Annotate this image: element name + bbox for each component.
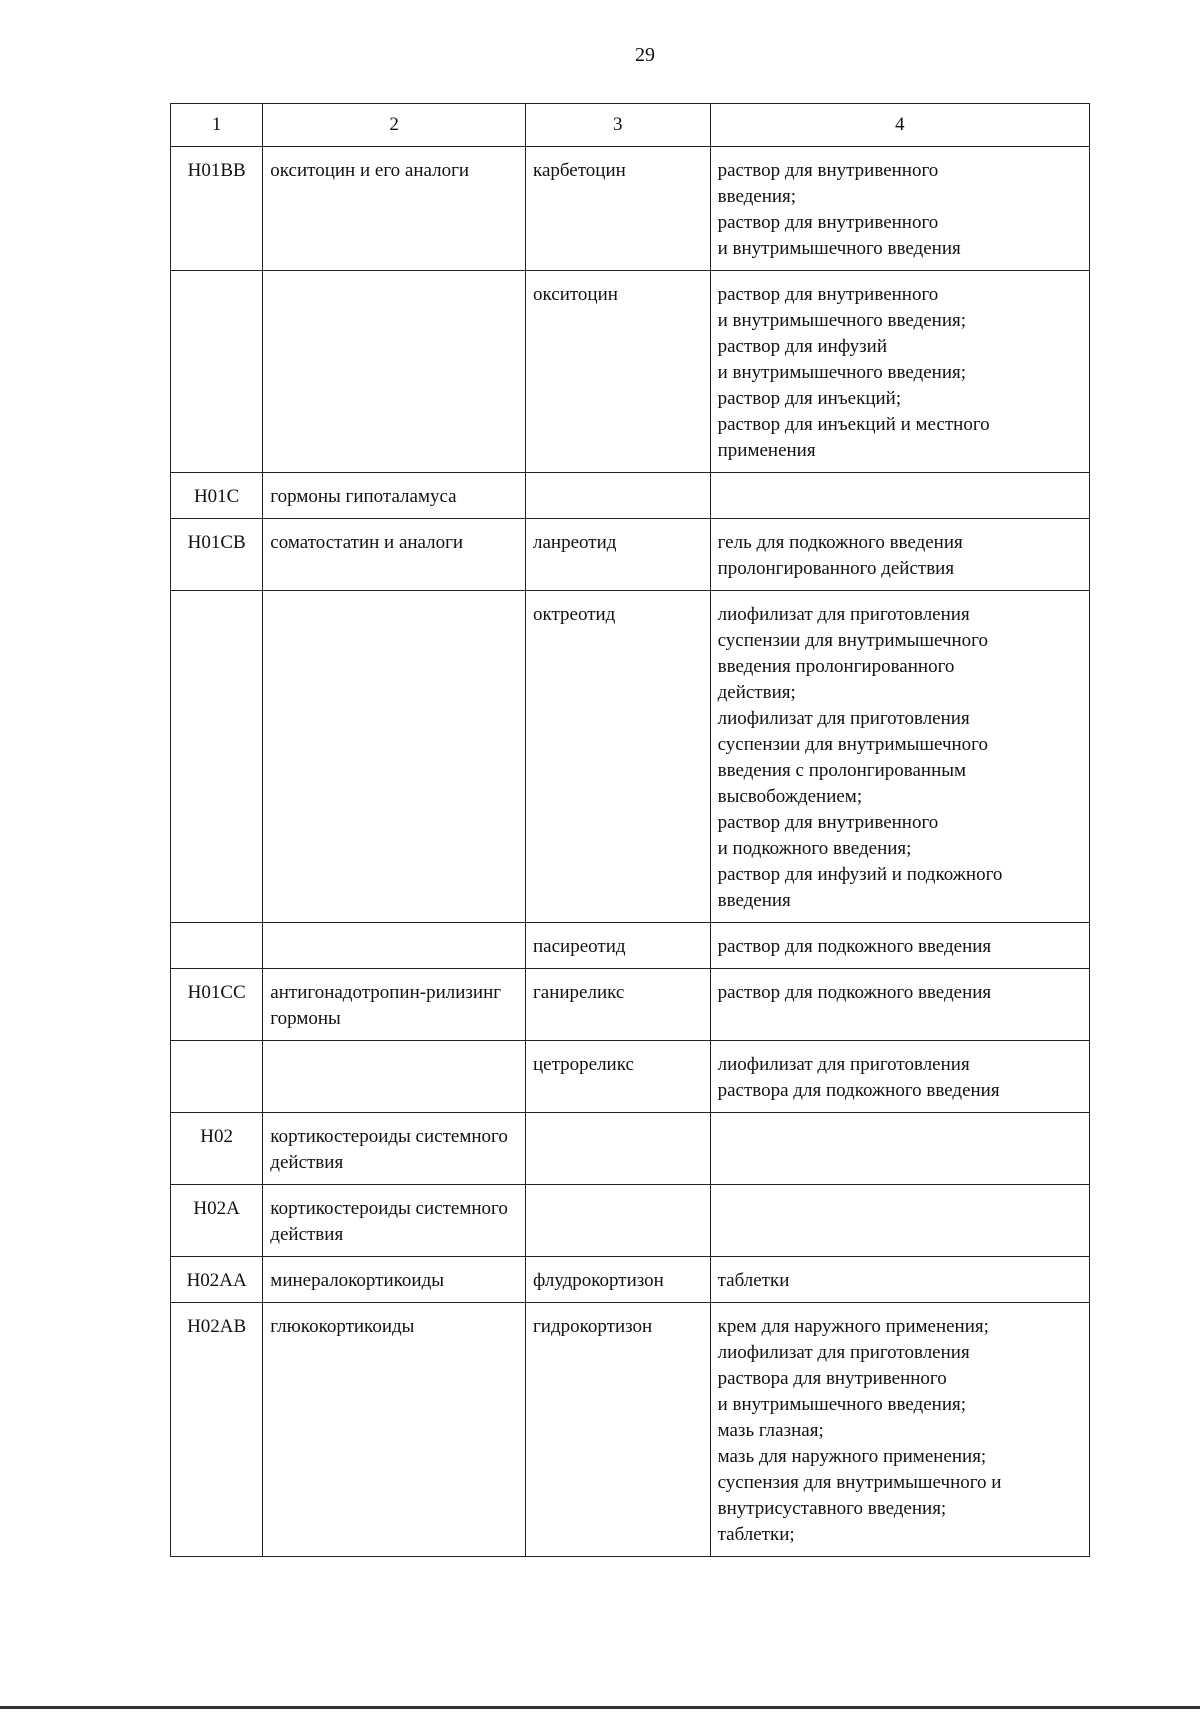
table-row — [171, 969, 1090, 1041]
table-row — [171, 147, 1090, 271]
table-row — [171, 1257, 1090, 1303]
group-name-cell: минералокортикоиды — [263, 1257, 526, 1303]
dosage-form-line: и внутримышечного введения — [717, 238, 961, 259]
atc-code-cell: H01C — [171, 473, 263, 519]
group-name-cell: соматостатин и аналоги — [263, 519, 526, 591]
atc-code-cell: H02AA — [171, 1257, 263, 1303]
dosage-form-line: раствор для внутривенного — [717, 160, 939, 181]
dosage-form-line: и подкожного введения; — [717, 838, 912, 859]
dosage-form-line: введения; — [717, 186, 797, 207]
atc-code-cell: H01BB — [171, 147, 263, 271]
group-name-cell: гормоны гипоталамуса — [263, 473, 526, 519]
atc-code-cell: H02 — [171, 1113, 263, 1185]
group-name-cell — [263, 591, 526, 923]
table-row — [171, 591, 1090, 923]
atc-code-cell: H02A — [171, 1185, 263, 1257]
column-header-2: 2 — [263, 104, 526, 147]
atc-code-cell — [171, 923, 263, 969]
drug-name-cell: ганиреликс — [526, 969, 711, 1041]
group-name-cell — [263, 1041, 526, 1113]
dosage-form-line: раствор для инъекций и местного — [717, 414, 990, 435]
dosage-form-line: и внутримышечного введения; — [717, 1394, 967, 1415]
group-name-cell: кортикостероиды системного действия — [263, 1113, 526, 1185]
dosage-form-line: лиофилизат для приготовления — [717, 604, 970, 625]
dosage-form-line: введения — [717, 890, 791, 911]
page-bottom-edge — [0, 1706, 1200, 1709]
dosage-forms-cell — [710, 147, 1089, 271]
group-name-cell — [263, 271, 526, 473]
dosage-forms-cell — [710, 1113, 1089, 1185]
drug-name-cell — [526, 1185, 711, 1257]
dosage-form-line: раствор для инъекций; — [717, 388, 902, 409]
dosage-form-line: суспензия для внутримышечного и — [717, 1472, 1002, 1493]
table-row — [171, 923, 1090, 969]
dosage-form-line: введения пролонгированного — [717, 656, 955, 677]
table-row — [171, 519, 1090, 591]
drug-name-cell — [526, 473, 711, 519]
column-header-1: 1 — [171, 104, 263, 147]
dosage-form-line: раствор для внутривенного — [717, 284, 939, 305]
dosage-forms-cell — [710, 1257, 1089, 1303]
table-body — [171, 147, 1090, 1557]
dosage-form-line: таблетки — [717, 1270, 790, 1291]
dosage-form-line: мазь для наружного применения; — [717, 1446, 987, 1467]
dosage-forms-cell — [710, 591, 1089, 923]
group-name-cell: кортикостероиды системного действия — [263, 1185, 526, 1257]
table-row — [171, 1113, 1090, 1185]
atc-code-cell: H01CB — [171, 519, 263, 591]
table-row — [171, 473, 1090, 519]
dosage-form-line: суспензии для внутримышечного — [717, 734, 988, 755]
dosage-form-line: пролонгированного действия — [717, 558, 955, 579]
dosage-form-line: высвобождением; — [717, 786, 863, 807]
dosage-form-line: суспензии для внутримышечного — [717, 630, 988, 651]
dosage-forms-cell — [710, 1185, 1089, 1257]
dosage-forms-cell — [710, 271, 1089, 473]
drug-name-cell: гидрокортизон — [526, 1303, 711, 1557]
dosage-form-line: раствор для внутривенного — [717, 212, 939, 233]
atc-code-cell — [171, 1041, 263, 1113]
dosage-form-line: внутрисуставного введения; — [717, 1498, 947, 1519]
dosage-form-line: раствор для подкожного введения — [717, 982, 992, 1003]
dosage-forms-cell — [710, 1041, 1089, 1113]
drug-name-cell — [526, 1113, 711, 1185]
column-header-3: 3 — [526, 104, 711, 147]
dosage-form-line: раствор для инфузий — [717, 336, 888, 357]
dosage-forms-cell — [710, 923, 1089, 969]
drug-name-cell: пасиреотид — [526, 923, 711, 969]
table-row — [171, 1185, 1090, 1257]
dosage-form-line: раствор для инфузий и подкожного — [717, 864, 1003, 885]
atc-code-cell: H02AB — [171, 1303, 263, 1557]
drug-name-cell: флудрокортизон — [526, 1257, 711, 1303]
drug-name-cell: окситоцин — [526, 271, 711, 473]
dosage-form-line: раствор для внутривенного — [717, 812, 939, 833]
table-row — [171, 1303, 1090, 1557]
page-number: 29 — [635, 44, 655, 66]
drug-name-cell: октреотид — [526, 591, 711, 923]
table-row — [171, 1041, 1090, 1113]
dosage-form-line: и внутримышечного введения; — [717, 310, 967, 331]
dosage-form-line: лиофилизат для приготовления — [717, 1054, 970, 1075]
dosage-forms-cell — [710, 1303, 1089, 1557]
group-name-cell: глюкокортикоиды — [263, 1303, 526, 1557]
drug-name-cell: карбетоцин — [526, 147, 711, 271]
dosage-form-line: введения с пролонгированным — [717, 760, 967, 781]
table-header-row — [171, 104, 1090, 147]
dosage-form-line: таблетки; — [717, 1524, 795, 1545]
dosage-form-line: гель для подкожного введения — [717, 532, 963, 553]
dosage-form-line: мазь глазная; — [717, 1420, 824, 1441]
dosage-form-line: лиофилизат для приготовления — [717, 1342, 970, 1363]
dosage-form-line: лиофилизат для приготовления — [717, 708, 970, 729]
dosage-form-line: и внутримышечного введения; — [717, 362, 967, 383]
column-header-4: 4 — [710, 104, 1089, 147]
dosage-forms-cell — [710, 969, 1089, 1041]
dosage-form-line: раствор для подкожного введения — [717, 936, 992, 957]
atc-code-cell: H01CC — [171, 969, 263, 1041]
dosage-form-line: действия; — [717, 682, 796, 703]
group-name-cell — [263, 923, 526, 969]
table-row — [171, 271, 1090, 473]
dosage-form-line: раствора для подкожного введения — [717, 1080, 1000, 1101]
drug-name-cell: ланреотид — [526, 519, 711, 591]
group-name-cell: антигонадотропин-рилизинг гормоны — [263, 969, 526, 1041]
drug-table — [170, 103, 1090, 1557]
atc-code-cell — [171, 271, 263, 473]
atc-code-cell — [171, 591, 263, 923]
drug-name-cell: цетрореликс — [526, 1041, 711, 1113]
group-name-cell: окситоцин и его аналоги — [263, 147, 526, 271]
dosage-form-line: применения — [717, 440, 816, 461]
dosage-form-line: крем для наружного применения; — [717, 1316, 989, 1337]
dosage-forms-cell — [710, 519, 1089, 591]
dosage-forms-cell — [710, 473, 1089, 519]
dosage-form-line: раствора для внутривенного — [717, 1368, 947, 1389]
